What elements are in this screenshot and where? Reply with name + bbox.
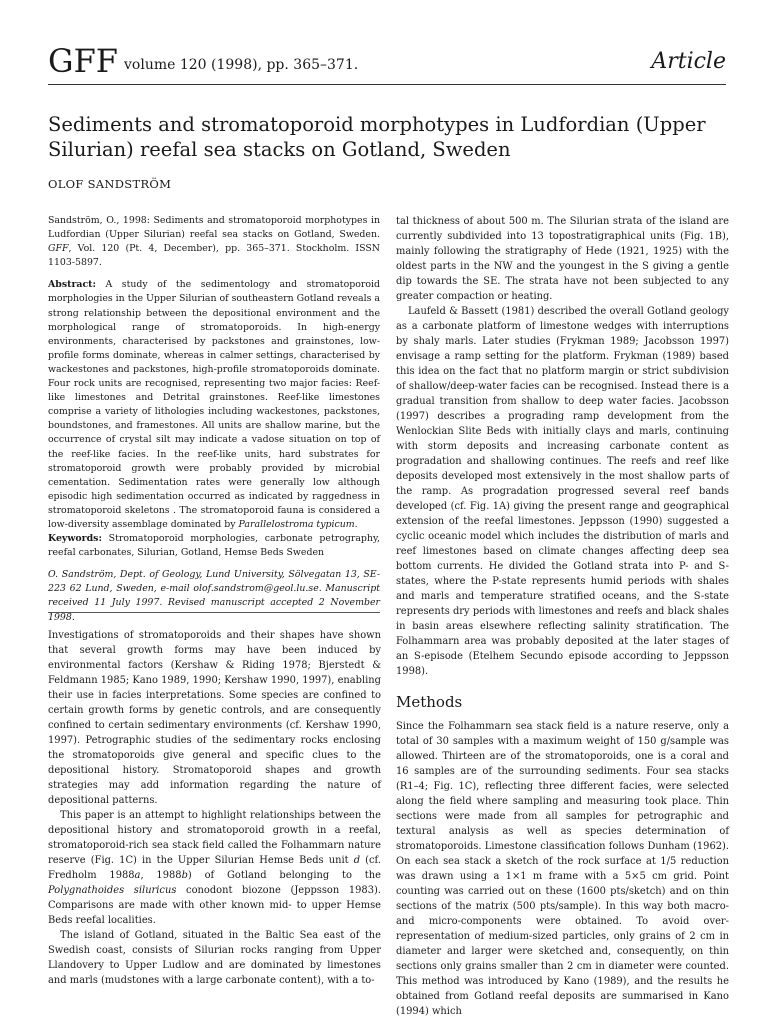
- author-name: OLOF SANDSTRÖM: [48, 177, 172, 191]
- journal-header: [48, 44, 726, 84]
- methods-heading: Methods: [396, 693, 463, 711]
- citation: [48, 214, 380, 270]
- keywords-label: Keywords:: [48, 533, 102, 545]
- p2-text-e: ) of Gotland belonging to the: [187, 870, 381, 881]
- article-title: Sediments and stromatoporoid morphotypes in Ludfordian (Upper Silurian) reefal sea stacks on Gotland, Sweden: [48, 113, 706, 161]
- abstract-end: .: [354, 518, 358, 530]
- header-divider: [48, 84, 726, 85]
- intro-paragraph-3: The island of Gotland, situated in the Baltic Sea east of the Swedish coast, consists of Silurian rocks ranging from Upper Llandovery to Upper Ludlow and are dominated by limestones and marls (mudstones with a large carbonate content), with a to-: [48, 930, 381, 986]
- journal-volume-info: volume 120 (1998), pp. 365–371.: [124, 57, 359, 73]
- citation-text: Sandström, O., 1998: Sediments and stromatoporoid morphotypes in Ludfordian (Upper Silurian) reefal sea stacks on Gotland, Sweden.: [48, 215, 380, 241]
- intro-paragraph-1: Investigations of stromatoporoids and their shapes have shown that several growth forms may have been induced by environmental factors (Kershaw & Riding 1978; Bjerstedt & Feldmann 1985; Kano 1989, 1990; Kershaw 1990, 1997), enabling their use in facies interpretations. Some species are confined to certain growth forms by genetic controls, and are consequently confined to certain sedimentary environments (cf. Kershaw 1990, 1997). Petrographic studies of the sedimentary rocks enclosing the stromatoporoids give general and specific clues to the depositional history. Stromatoporoid shapes and growth strategies may add information regarding the nature of depositional patterns.: [48, 630, 381, 806]
- abstract-taxon: Parallelostroma typicum: [238, 518, 355, 530]
- abstract-block: [48, 214, 380, 625]
- address-text: O. Sandström, Dept. of Geology, Lund University, Sölvegatan 13, SE-223 62 Lund, Sweden, e-mail olof.sandstrom@geol.lu.se. Manuscript received 11 July 1997. Revised manuscript accepted 2 November 1998.: [48, 569, 380, 623]
- right-column: [396, 214, 729, 1019]
- p2-text-a: This paper is an attempt to highlight relationships between the depositional history and stromatoporoid growth in a reefal, stromatoporoid-rich sea stack field called the Folhammarn nature reserve (Fig. 1C) in the Upper Silurian Hemse Beds unit: [48, 810, 381, 866]
- journal-name: GFF: [48, 42, 118, 80]
- p2-taxon: Polygnathoides siluricus: [48, 885, 177, 896]
- p2-text-f: conodont biozone (Jeppsson 1983). Comparisons are made with other known mid- to upper Hemse Beds reefal localities.: [48, 885, 381, 926]
- abstract-divider: [48, 612, 380, 613]
- author-address: [48, 568, 380, 624]
- abstract: [48, 278, 380, 532]
- citation-details: , Vol. 120 (Pt. 4, December), pp. 365–371. Stockholm. ISSN 1103-5897.: [48, 243, 380, 269]
- abstract-label: Abstract:: [48, 279, 96, 291]
- p2-text-c: , 1988: [140, 870, 182, 881]
- p2-ref-a: a: [134, 870, 141, 881]
- citation-journal: GFF: [48, 243, 69, 255]
- methods-paragraph: Since the Folhammarn sea stack field is a nature reserve, only a total of 30 samples with a maximum weight of 150 g/sample was allowed. Thirteen are of the stromatoporoids, one is a coral and 16 samples are of the surrounding sediments. Four sea stacks (R1–4; Fig. 1C), reflecting three different facies, were selected along the field where sampling and measuring took place. Thin sections were made from all samples for petrographic and textural analysis as well as species determination of stromatoporoids. Limestone classification follows Dunham (1962). On each sea stack a sketch of the rock surface at 1/5 reduction was drawn using a 1×1 m frame with a 5×5 cm grid. Point counting was carried out on these (1600 pts/sketch) and on thin sections of the matrix (500 pts/sample). In this way both macro- and micro-components were obtained. To avoid over-representation of medium-sized particles, only grains of 2 cm in diameter and larger were sketched and, consequently, on thin sections only grains smaller than 2 cm in diameter were counted. This method was introduced by Kano (1989), and the results he obtained from Gotland reefal deposits are summarised in Kano (1994) which: [396, 721, 729, 1017]
- geology-paragraph-1: tal thickness of about 500 m. The Silurian strata of the island are currently subdivided into 13 topostratigraphical units (Fig. 1B), mainly following the stratigraphy of Hede (1921, 1925) with the oldest parts in the NW and the youngest in the S giving a gentle dip towards the SE. The strata have not been subjected to any greater compaction or heating.: [396, 216, 729, 302]
- p2-text-b: (cf. Fredholm 1988: [48, 855, 381, 881]
- p2-unit-d: d: [353, 855, 361, 866]
- geology-paragraph-2: Laufeld & Bassett (1981) described the overall Gotland geology as a carbonate platform of limestone wedges with interruptions by shaly marls. Later studies (Frykman 1989; Jacobsson 1997) envisage a ramp setting for the platform. Frykman (1989) based this idea on the fact that no platform margin or strict subdivision of shallow/deep-water facies can be recognised. Instead there is a gradual transition from shallow to deep water facies. Jacobsson (1997) describes a prograding ramp development from the Wenlockian Slite Beds with initially clays and marls, continuing with storm deposits and increasing carbonate content as progradation and shallowing continues. The reefs and reef like deposits developed most extensively in the most shallow parts of the ramp. As progradation progressed several reef bands developed (cf. Fig. 1A) giving the present range and geographical extension of the reefal limestones. Jeppsson (1990) suggested a cyclic oceanic model which includes the distribution of marls and reef limestones based on climate changes affecting deep sea bottom currents. He divided the Gotland strata into P- and S- states, where the P-state represents humid periods with shales and marls and temperature stratified oceans, and the S-state represents dry periods with limestones and reefs and black shales in basin areas elsewhere reflecting salinity stratification. The Folhammarn area was probably deposited at the later stages of an S-episode (Etelhem Secundo episode according to Jeppsson 1998).: [396, 306, 729, 677]
- keywords: [48, 532, 380, 560]
- p2-ref-b: b: [181, 870, 188, 881]
- abstract-text: A study of the sedimentology and stromatoporoid morphologies in the Upper Silurian of southeastern Gotland reveals a strong relationship between the depositional environment and the morphological range of stromatoporoids. In high-energy environments, characterised by packstones and grainstones, low-profile forms dominate, whereas in calmer settings, characterised by wackestones and packstones, high-profile stromatoporoids dominate. Four rock units are recognised, representing two major facies: Reef-like limestones and Detrital grainstones. Reef-like limestones comprise a variety of lithologies including wackestones, packstones, boundstones, and framestones. All units are shallow marine, but the occurrence of crystal silt may indicate a vadose situation on top of the reef-like facies. In the reef-like units, hard substrates for stromatoporoid growth were probably provided by microbial cementation. Sedimentation rates were generally low although episodic high sedimentation occurred as indicated by raggedness in stromatoporoid skeletons . The stromatoporoid fauna is considered a low-diversity assemblage dominated by: [48, 279, 380, 530]
- left-column: [48, 628, 381, 988]
- keywords-text: Stromatoporoid morphologies, carbonate petrography, reefal carbonates, Silurian, Gotland, Hemse Beds Sweden: [48, 533, 380, 559]
- article-type-label: Article: [651, 49, 726, 74]
- intro-paragraph-2: [48, 808, 381, 928]
